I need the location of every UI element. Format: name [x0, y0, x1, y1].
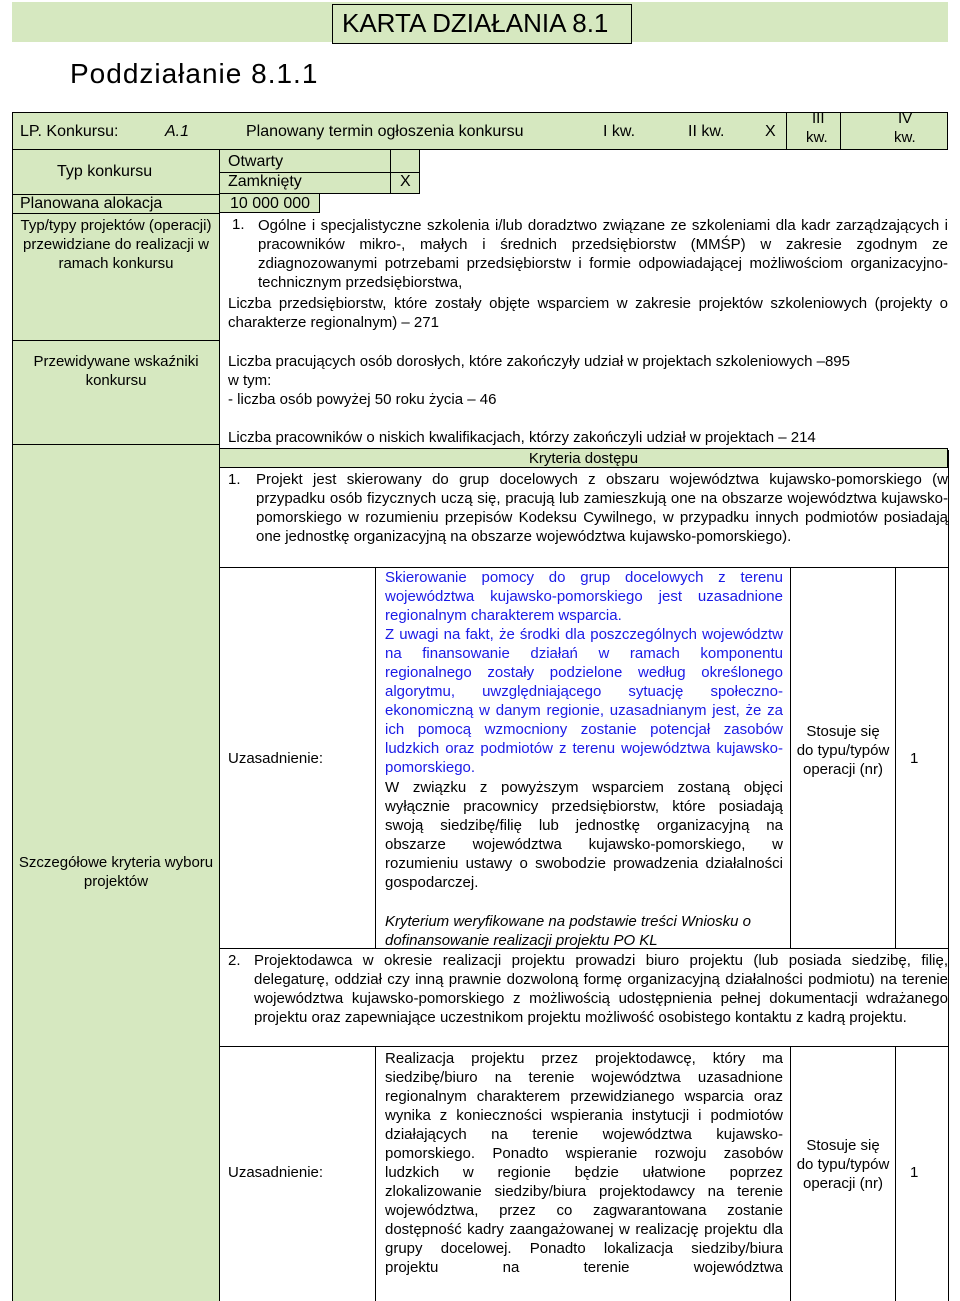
quarter-1: I kw.: [603, 123, 636, 140]
k2-num: 2.: [228, 952, 241, 969]
typ-label: Typ konkursu: [57, 163, 153, 180]
k1-stosuje: Stosuje się do typu/typów operacji (nr): [796, 723, 890, 778]
wskazniki-label: Przewidywane wskaźniki konkursu: [33, 353, 199, 389]
lp-label: LP. Konkursu:: [20, 123, 119, 140]
quarter-2: II kw.: [688, 123, 725, 140]
alokacja-value: 10 000 000: [230, 195, 311, 212]
k1-blue-2: Z uwagi na fakt, że środki dla poszczególnych województw na finansowanie działań w ramach komponentu regionalnego zostały podzielone według określonego algorytmu, uwzględniającego sytuację społeczno-ekonomiczną w danym regionie, uzasadnianym jest, że za ich pomocą wzmocniony zostanie potencjał zasobów ludzkich oraz podmiotów z terenu województwa kujawsko-pomorskiego.: [385, 626, 783, 776]
quarter-2-mark: X: [765, 123, 776, 140]
wskaznik-5: Liczba pracowników o niskich kwalifikacjach, którzy zakończyli udział w projektach – 214: [228, 429, 816, 446]
lp-value: A.1: [165, 123, 190, 140]
wskaznik-4: - liczba osób powyżej 50 roku życia – 46: [228, 391, 497, 408]
k1-text: Projekt jest skierowany do grup docelowych z obszaru województwa kujawsko-pomorskiego (w przypadku osób fizycznych uczą się, pracują lub zamieszkują one na obszarze województwa kujawsko-pomorskiego w rozumieniu przepisów Kodeksu Cywilnego, w przypadku innych podmiotów posiadają one jednostkę organizacyjną na obszarze województwa kujawsko-pomorskiego).: [256, 471, 948, 545]
k2-stosuje: Stosuje się do typu/typów operacji (nr): [796, 1137, 890, 1192]
typy-label: Typ/typy projektów (operacji) przewidziane do realizacji w ramach konkursu: [20, 217, 212, 272]
quarter-3-b: kw.: [806, 129, 828, 146]
quarter-3-a: III: [812, 110, 825, 127]
typy-num: 1.: [232, 216, 245, 233]
quarter-4-b: kw.: [894, 129, 916, 146]
alokacja-label: Planowana alokacja: [20, 195, 163, 212]
k1-num: 1.: [228, 471, 241, 488]
typ-opt-otwarty: Otwarty: [228, 153, 284, 170]
termin-label: Planowany termin ogłoszenia konkursu: [246, 123, 524, 140]
k2-text: Projektodawca w okresie realizacji projektu prowadzi biuro projektu (lub posiada siedzibę, filię, delegaturę, oddział czy inną prawnie dozwoloną formę organizacyjną działalności podmiotu) na terenie województwa kujawsko-pomorskiego z możliwością udostępnienia pełnej dokumentacji wdrażanego projektu oraz zapewniające uczestnikom projektu możliwość osobistego kontaktu z kadrą projektu.: [254, 952, 948, 1026]
k1-uzasadnienie-label: Uzasadnienie:: [228, 750, 324, 767]
typy-text: Ogólne i specjalistyczne szkolenia i/lub doradztwo związane ze szkoleniami dla kadr zarządzających i pracowników mikro-, małych i średnich przedsiębiorstw (MMŚP) w zakresie zgodnym ze zdiagnozowanymi potrzebami przedsiębiorstw i formie odpowiadającej możliwościom organizacyjno-technicznym przedsiębiorstwa,: [258, 217, 948, 291]
wskaznik-2: Liczba pracujących osób dorosłych, które zakończyły udział w projektach szkoleniowych –895: [228, 353, 850, 370]
k2-uzasadnienie: Realizacja projektu przez projektodawcę, który ma siedzibę/biuro na terenie województwa uzasadnione regionalnym charakterem przewidzianego wsparcia oraz wynika z konieczności wspierania instytucji i podmiotów działających na terenie województwa kujawsko-pomorskiego. Ponadto wspieranie rozwoju zasobów ludzkich w regionie będzie ułatwione poprzez zlokalizowanie siedziby/biura projektodawcy na terenie województwa, przez co zagwarantowana zostanie dostępność kadry zaangażowanej w realizację projektu dla grupy docelowej. Ponadto lokalizacja siedziby/biura projektu na terenie województwa: [385, 1050, 783, 1276]
kryteria-side-label: Szczegółowe kryteria wyboru projektów: [18, 854, 214, 890]
typ-opt-zamkniety: Zamknięty: [228, 173, 302, 190]
k2-uzasadnienie-label: Uzasadnienie:: [228, 1164, 324, 1181]
kryteria-header: Kryteria dostępu: [220, 448, 948, 468]
k1-stosuje-nr: 1: [910, 750, 919, 767]
subtitle: Poddziałanie 8.1.1: [70, 58, 319, 89]
k1-black: W związku z powyższym wsparciem zostaną objęci wyłącznie pracownicy przedsiębiorstw, które posiadają swoją siedzibę/filię lub jednostkę organizacyjną na obszarze województwa kujawsko-pomorskiego, w rozumieniu ustawy o swobodzie prowadzenia działalności gospodarczej.: [385, 779, 783, 891]
k2-stosuje-nr: 1: [910, 1164, 919, 1181]
k1-blue-1: Skierowanie pomocy do grup docelowych z terenu województwa kujawsko-pomorskiego jest uzasadnione regionalnym charakterem wsparcia.: [385, 569, 783, 624]
wskaznik-3: w tym:: [228, 372, 272, 389]
page-title: KARTA DZIAŁANIA 8.1: [342, 8, 609, 38]
typ-mark: X: [400, 173, 411, 190]
k1-italic: Kryterium weryfikowane na podstawie treści Wniosku o dofinansowanie realizacji projektu PO KL: [385, 913, 751, 949]
wskaznik-1: Liczba przedsiębiorstw, które zostały objęte wsparciem w zakresie projektów szkoleniowych (projekty o charakterze regionalnym) – 271: [228, 295, 948, 331]
title-box: [12, 2, 948, 42]
quarter-4-a: IV: [898, 110, 913, 127]
